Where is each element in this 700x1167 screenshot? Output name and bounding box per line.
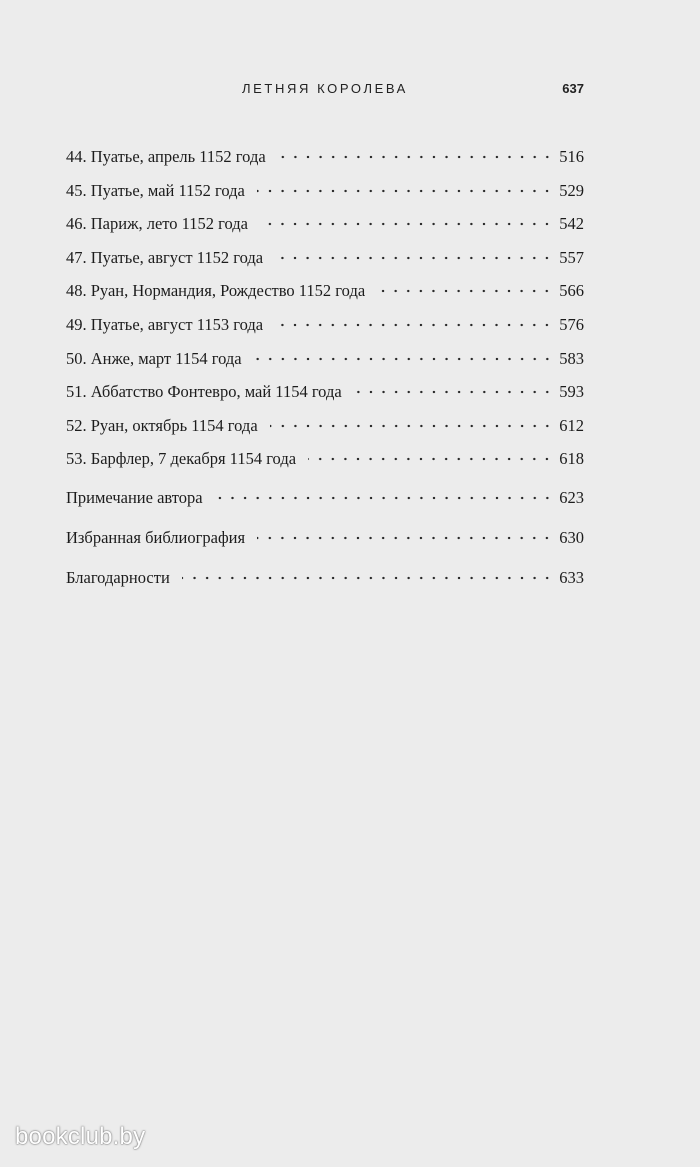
toc-section-entry: [66, 481, 584, 521]
dot-leader: [275, 308, 553, 330]
toc-section-entry: [66, 521, 584, 561]
dot-leader: [275, 241, 553, 263]
toc-entry-page: 583: [559, 348, 584, 368]
toc-entry: [66, 207, 584, 241]
toc-entry-title: Благодарности: [66, 567, 170, 587]
toc-entry-title: Примечание автора: [66, 487, 203, 507]
table-of-contents: [66, 140, 584, 601]
toc-entry-title: 48. Руан, Нормандия, Рождество 1152 года: [66, 281, 366, 301]
toc-entry-page: 542: [559, 214, 584, 234]
toc-entry-title: 44. Пуатье, апрель 1152 года: [66, 147, 266, 166]
toc-entry-page: 630: [559, 527, 584, 547]
dot-leader: [254, 342, 554, 364]
toc-entry: [66, 375, 584, 409]
toc-entry-title: 45. Пуатье, май 1152 года: [66, 180, 245, 200]
dot-leader: [270, 409, 554, 431]
dot-leader: [377, 274, 553, 296]
toc-entry: [66, 174, 584, 208]
dot-leader: [215, 481, 554, 503]
dot-leader: [257, 521, 553, 543]
toc-entry-page: 618: [559, 449, 584, 469]
page-number: 637: [562, 81, 584, 96]
toc-entry: [66, 442, 584, 476]
toc-entry-title: Избранная библиография: [66, 527, 246, 547]
dot-leader: [182, 561, 553, 583]
book-title: ЛЕТНЯЯ КОРОЛЕВА: [242, 81, 408, 96]
toc-entry-page: 576: [559, 314, 584, 334]
toc-entry-title: 53. Барфлер, 7 декабря 1154 года: [66, 449, 297, 469]
dot-leader: [257, 174, 553, 196]
running-head: [66, 78, 584, 100]
toc-entry-page: 529: [559, 180, 584, 200]
dot-leader: [260, 207, 553, 229]
toc-entry-page: 593: [559, 382, 584, 402]
toc-entry-title: 46. Париж, лето 1152 года: [66, 214, 249, 234]
toc-entry: [66, 140, 584, 174]
toc-entry-page: 557: [559, 247, 584, 267]
toc-entry: [66, 409, 584, 443]
toc-entry-title: 47. Пуатье, август 1152 года: [66, 247, 264, 267]
dot-leader: [278, 140, 554, 162]
toc-entry-title: 51. Аббатство Фонтевро, май 1154 года: [66, 382, 342, 402]
toc-entry-page: 516: [559, 147, 584, 166]
toc-entry: [66, 241, 584, 275]
dot-leader: [354, 375, 554, 397]
dot-leader: [308, 442, 553, 464]
toc-entry-title: 52. Руан, октябрь 1154 года: [66, 415, 258, 435]
toc-entry-page: 612: [559, 415, 584, 435]
toc-entry-page: 623: [559, 487, 584, 507]
toc-entry-page: 566: [559, 281, 584, 301]
toc-entry-title: 49. Пуатье, август 1153 года: [66, 314, 264, 334]
toc-section-entry: [66, 561, 584, 601]
toc-entry: [66, 274, 584, 308]
toc-entry-title: 50. Анже, март 1154 года: [66, 348, 242, 368]
toc-entry: [66, 342, 584, 376]
toc-entry: [66, 308, 584, 342]
toc-entry-page: 633: [559, 567, 584, 587]
watermark: bookclub.by: [15, 1123, 146, 1150]
